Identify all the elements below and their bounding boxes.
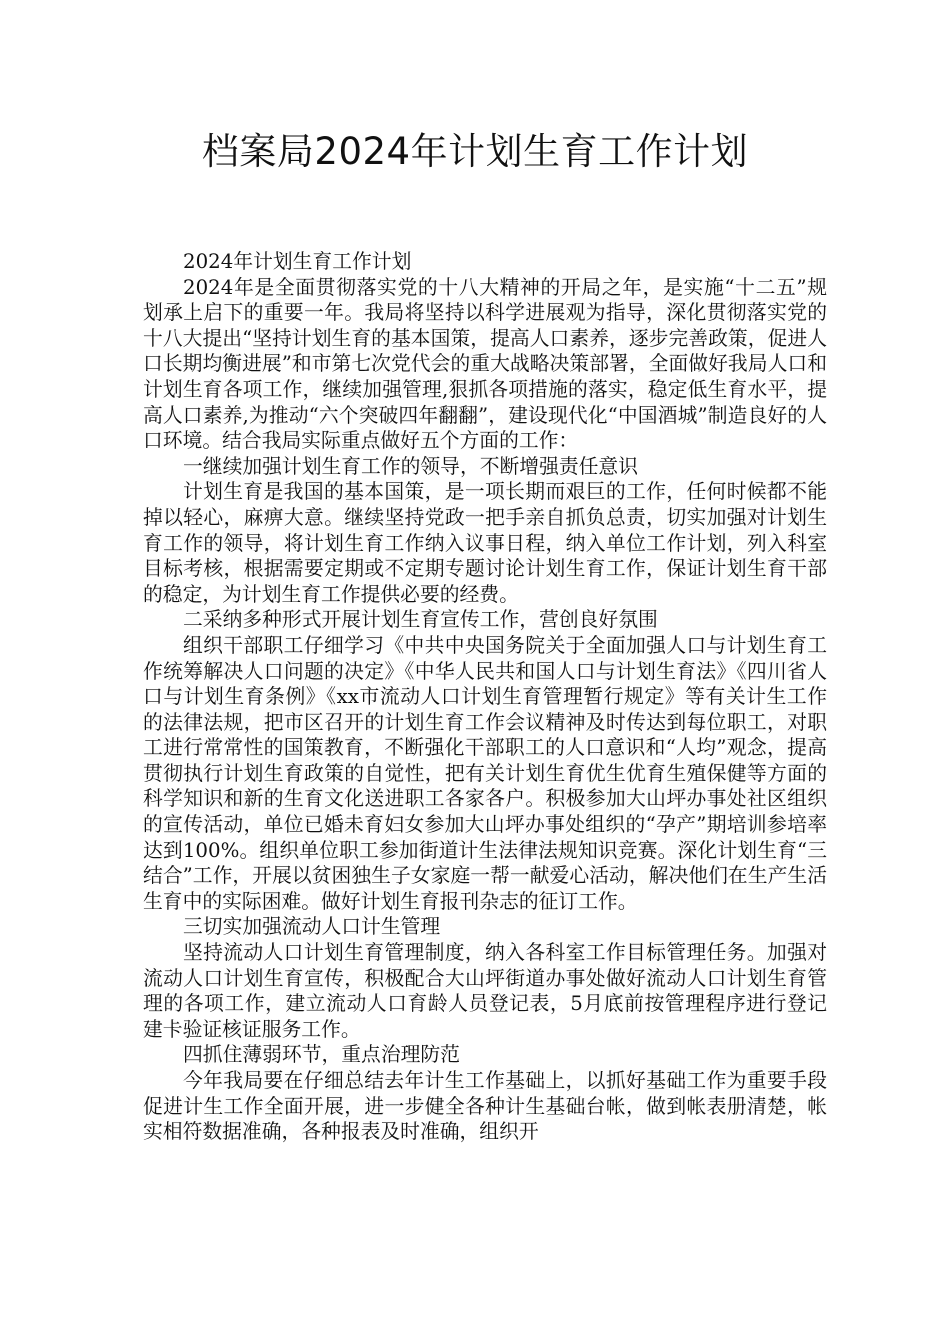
section-heading-3: 三切实加强流动人口计生管理 — [183, 915, 441, 939]
paragraph-section-3: 坚持流动人口计划生育管理制度，纳入各科室工作目标管理任务。加强对流动人口计划生育宣传，积极配合大山坪街道办事处做好流动人口计划生育管理的各项工作，建立流动人口育龄人员登记表，5月底前按管理程序进行登记建卡验证核证服务工作。 — [143, 941, 827, 1041]
paragraph-intro: 2024年是全面贯彻落实党的十八大精神的开局之年，是实施“十二五”规划承上启下的重要一年。我局将坚持以科学进展观为指导，深化贯彻落实党的十八大提出“坚持计划生育的基本国策，提高人口素养，逐步完善政策，促进人口长期均衡进展”和市第七次党代会的重大战略决策部署，全面做好我局人口和计划生育各项工作，继续加强管理,狠抓各项措施的落实，稳定低生育水平，提高人口素养,为推动“六个突破四年翻翻”，建设现代化“中国酒城”制造良好的人口环境。结合我局实际重点做好五个方面的工作： — [143, 275, 827, 453]
paragraph-section-4: 今年我局要在仔细总结去年计生工作基础上，以抓好基础工作为重要手段促进计生工作全面开展，进一步健全各种计生基础台帐，做到帐表册清楚，帐实相符数据准确，各种报表及时准确，组织开 — [143, 1069, 827, 1144]
paragraph-section-2: 组织干部职工仔细学习《中共中央国务院关于全面加强人口与计划生育工作统筹解决人口问题的决定》《中华人民共和国人口与计划生育法》《四川省人口与计划生育条例》《xx市流动人口计划生育管理暂行规定》等有关计生工作的法律法规，把市区召开的计划生育工作会议精神及时传达到每位职工，对职工进行常常性的国策教育，不断强化干部职工的人口意识和“人均”观念，提高贯彻执行计划生育政策的自觉性，把有关计划生育优生优育生殖保健等方面的科学知识和新的生育文化送进职工各家各户。积极参加大山坪办事处社区组织的宣传活动，单位已婚未育妇女参加大山坪办事处组织的“孕产”期培训参培率达到100%。组织单位职工参加街道计生法律法规知识竞赛。深化计划生育“三结合”工作，开展以贫困独生子女家庭一帮一献爱心活动，解决他们在生产生活生育中的实际困难。做好计划生育报刊杂志的征订工作。 — [143, 633, 827, 913]
document-body — [143, 249, 827, 1145]
paragraph-section-1: 计划生育是我国的基本国策，是一项长期而艰巨的工作，任何时候都不能掉以轻心，麻痹大意。继续坚持党政一把手亲自抓负总责，切实加强对计划生育工作的领导，将计划生育工作纳入议事日程，纳入单位工作计划，列入科室目标考核，根据需要定期或不定期专题讨论计划生育工作，保证计划生育干部的稳定，为计划生育工作提供必要的经费。 — [143, 480, 827, 606]
section-heading-1: 一继续加强计划生育工作的领导，不断增强责任意识 — [183, 454, 638, 478]
section-heading-2: 二采纳多种形式开展计划生育宣传工作，营创良好氛围 — [183, 608, 658, 632]
document-subtitle: 2024年计划生育工作计划 — [183, 250, 412, 273]
document-title: 档案局2024年计划生育工作计划 — [201, 130, 749, 173]
section-heading-4: 四抓住薄弱环节，重点治理防范 — [183, 1043, 460, 1067]
